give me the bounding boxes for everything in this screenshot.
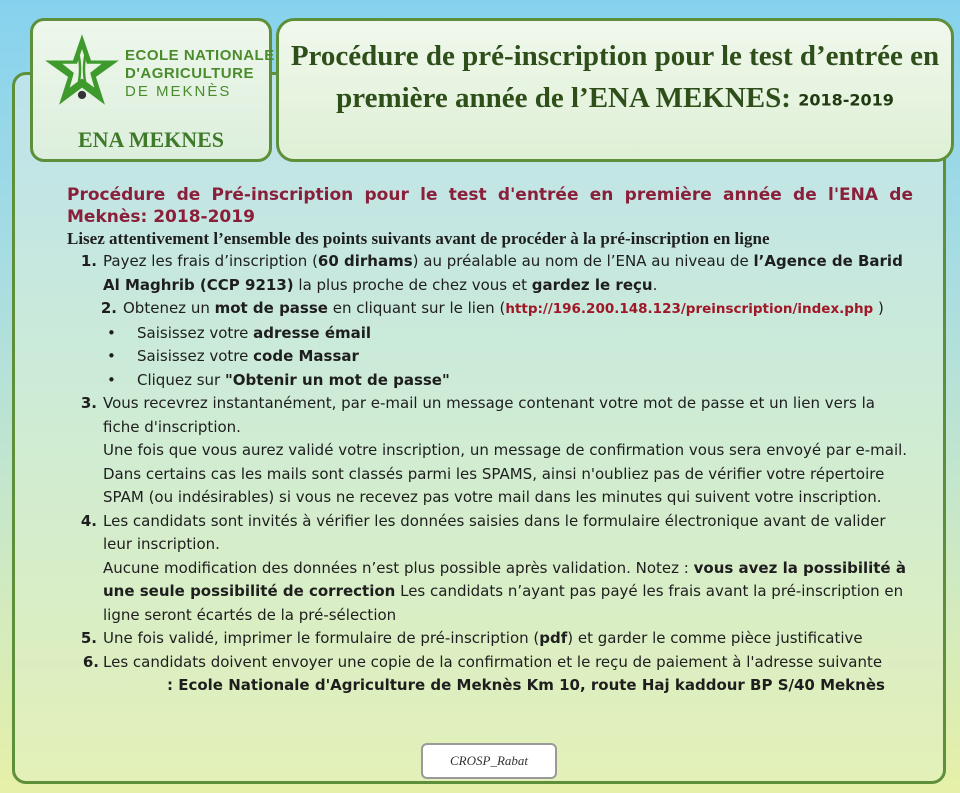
item-text: Payez les frais d’inscription ( <box>103 252 318 270</box>
credit-badge: CROSP_Rabat <box>421 743 557 779</box>
item-text: en cliquant sur le lien ( <box>327 299 506 317</box>
item-bold: mot de passe <box>214 299 328 317</box>
item-text: la plus proche de chez vous et <box>293 275 532 294</box>
item-bold: l’Agence de Barid Al Maghrib (CCP 9213) <box>103 252 903 294</box>
item-text: Obtenez un <box>123 299 215 317</box>
bullet-text: Cliquez sur <box>137 370 225 389</box>
list-item-5 <box>67 627 913 651</box>
item-text: . <box>652 275 658 294</box>
school-address: : Ecole Nationale d'Agriculture de Meknès Km 10, route Haj kaddour BP S/40 Meknès <box>167 676 885 694</box>
item-bold: 60 dirhams <box>317 252 413 270</box>
logo-box <box>30 18 275 162</box>
bullet-text: Saisissez votre <box>137 323 254 342</box>
list-item-6 <box>67 651 913 675</box>
bullet-bold: code Massar <box>253 347 359 365</box>
item-number: 3. <box>80 394 97 412</box>
item-paragraph: Les candidats sont invités à vérifier les données saisies dans le formulaire électronique avant de valider leur inscription. <box>103 511 886 553</box>
page-title-text: Procédure de pré-inscription pour le test d’entrée en première année de l’ENA MEKNES: <box>290 40 940 114</box>
sub-heading: Lisez attentivement l’ensemble des points suivants avant de procéder à la pré-inscription en ligne <box>67 229 770 248</box>
item-number: 5. <box>80 629 97 647</box>
bullet-icon: • <box>107 323 116 342</box>
main-heading: Procédure de Pré-inscription pour le test d'entrée en première année de l'ENA de Meknès: 2018-2019 <box>67 185 913 227</box>
bullet-icon: • <box>107 370 116 389</box>
bullet-bold: adresse émail <box>253 323 372 342</box>
logo-line-2: D'AGRICULTURE <box>125 65 254 82</box>
logo-line-3: DE MEKNÈS <box>125 83 232 100</box>
item-paragraph <box>103 557 913 628</box>
item-text: ) <box>873 299 884 317</box>
bullet-icon: • <box>107 347 116 365</box>
bullet-item <box>67 369 913 393</box>
logo-text <box>125 47 275 101</box>
title-year: 2018-2019 <box>798 90 894 110</box>
item-number: 2. <box>100 299 117 317</box>
item-paragraph: Les candidats doivent envoyer une copie de la confirmation et le reçu de paiement à l'adresse suivante <box>103 652 883 671</box>
page-title <box>279 35 951 121</box>
ena-star-logo-icon <box>41 31 123 113</box>
item-text: ) au préalable au nom de l’ENA au niveau de <box>412 252 754 270</box>
list-item-2 <box>67 297 913 322</box>
bullet-item <box>67 322 913 346</box>
list-item-4 <box>67 510 913 628</box>
item-text: Une fois validé, imprimer le formulaire de pré-inscription ( <box>103 629 540 647</box>
bullet-text: Saisissez votre <box>137 347 254 365</box>
item-bold: vous avez la possibilité à une seule possibilité de correction <box>103 558 906 600</box>
item-number: 1. <box>80 252 97 270</box>
logo-line-1: ECOLE NATIONALE <box>125 47 275 64</box>
item-text: Les candidats n’ayant pas payé les frais avant la pré-inscription en ligne seront écartés de la pré-sélection <box>103 582 904 624</box>
preinscription-link[interactable]: http://196.200.148.123/preinscription/index.php <box>505 301 874 317</box>
procedure-content <box>67 184 913 698</box>
list-item-3 <box>67 392 913 510</box>
bullet-item <box>67 345 913 369</box>
item-text: Aucune modification des données n’est plus possible après validation. Notez : <box>103 558 694 577</box>
item-paragraph: Une fois que vous aurez validé votre inscription, un message de confirmation vous sera envoyé par e-mail. Dans certains cas les mails sont classés parmi les SPAMS, ainsi n'oubliez pas de vérifier votre répertoire SPAM (ou indésirables) si vous ne recevez pas votre mail dans les minutes qui suivent votre inscription. <box>103 441 908 506</box>
list-item-1 <box>67 250 913 297</box>
item-paragraph: Vous recevrez instantanément, par e-mail un message contenant votre mot de passe et un lien vers la fiche d'inscription. <box>103 394 875 436</box>
title-box <box>276 18 954 162</box>
item-text: ) et garder le comme pièce justificative <box>567 629 863 647</box>
item-bold: pdf <box>539 629 568 647</box>
item-bold: gardez le reçu <box>531 275 653 294</box>
bullet-bold: "Obtenir un mot de passe" <box>224 370 450 389</box>
item-number: 6. <box>82 652 99 671</box>
ena-caption: ENA MEKNES <box>77 127 225 152</box>
item-number: 4. <box>80 511 97 530</box>
